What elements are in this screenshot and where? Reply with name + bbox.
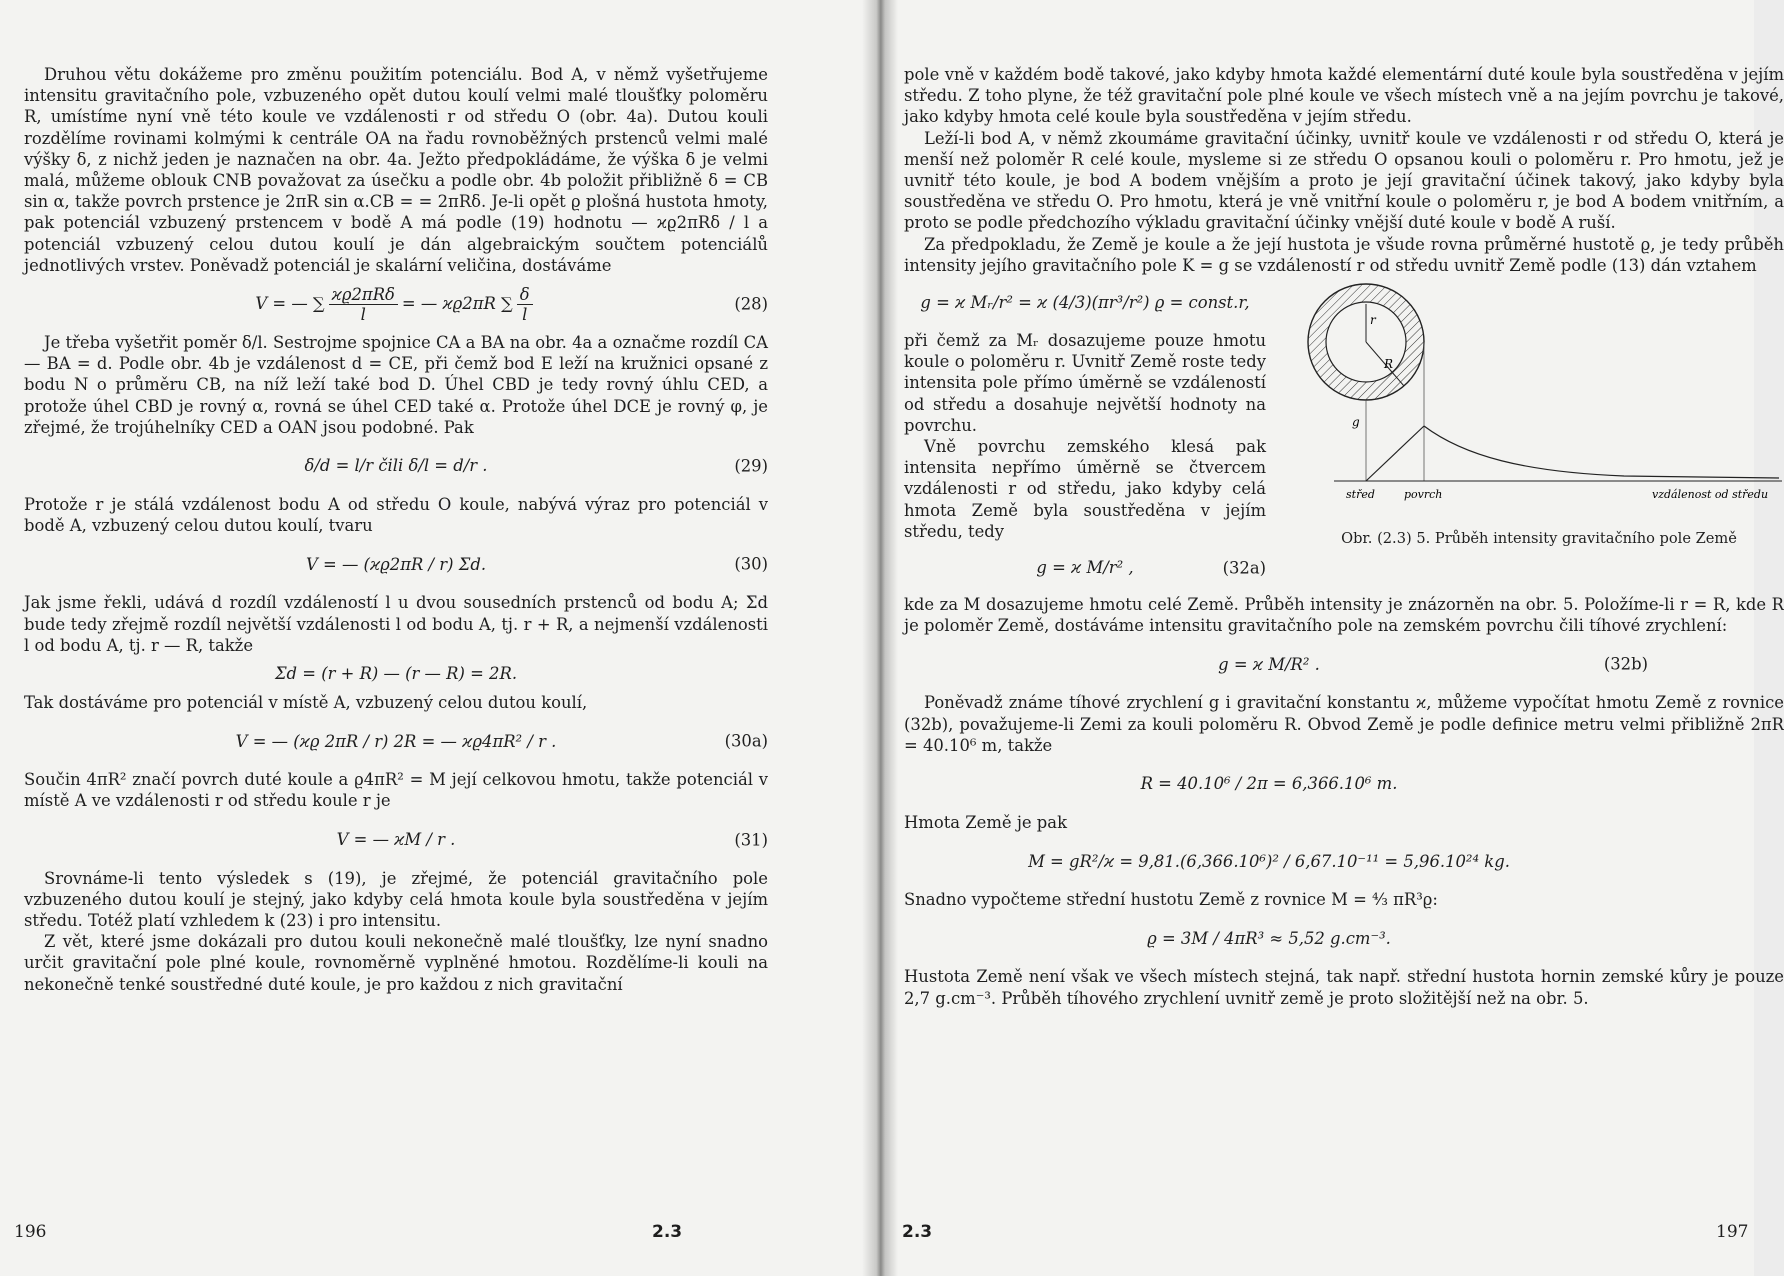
page-number: 197	[1716, 1222, 1749, 1242]
paragraph: kde za M dosazujeme hmotu celé Země. Průběh intensity je znázorněn na obr. 5. Položíme-li r = R, kde R je poloměr Země, dostáváme intensitu gravitačního pole na zemském povrchu čili tíhové zrychlení:	[904, 595, 1784, 636]
section-marker: 2.3	[652, 1222, 683, 1242]
equation-text: ϱ = 3M / 4πR³ ≈ 5,52 g.cm⁻³.	[1147, 928, 1391, 948]
paragraph: Z vět, které jsme dokázali pro dutou kouli nekonečně malé tloušťky, lze nyní snadno určit gravitační pole plné koule, rovnoměrně vyplněné hmotou. Rozdělíme-li kouli na nekonečně tenké soustředné duté koule, je pro každou z nich gravitační	[24, 932, 768, 994]
paragraph: Srovnáme-li tento výsledek s (19), je zřejmé, že potenciál gravitačního pole vzbuzeného dutou koulí je stejný, jako kdyby celá hmota koule byla soustředěna v jejím středu. Totéž platí vzhledem k (23) i pro intensitu.	[24, 868, 768, 931]
paragraph: Protože r je stálá vzdálenost bodu A od středu O koule, nabývá výraz pro potenciál v bodě A, vzbuzený celou dutou koulí, tvaru	[24, 495, 768, 536]
text-with-figure	[904, 276, 1784, 594]
fraction	[517, 285, 533, 324]
equation-number: (28)	[734, 294, 768, 314]
fraction	[329, 285, 398, 324]
equation-text: R = 40.10⁶ / 2π = 6,366.10⁶ m.	[1140, 774, 1398, 794]
paragraph: Jak jsme řekli, udává d rozdíl vzdáleností l u dvou sousedních prstenců od bodu A; Σd bude tedy zřejmě rozdíl největší vzdálenosti l od bodu A, tj. r + R, a nejmenší vzdálenosti l od bodu A, tj. r — R, takže	[24, 593, 768, 655]
equation-32a	[904, 546, 1266, 590]
paragraph: Snadno vypočteme střední hustotu Země z rovnice M = ⁴⁄₃ πR³ϱ:	[904, 890, 1438, 910]
equation-sum	[24, 660, 768, 688]
equation-R	[904, 760, 1784, 808]
denominator: l	[360, 304, 366, 324]
left-page	[0, 0, 880, 1276]
paragraph: Je třeba vyšetřit poměr δ/l. Sestrojme spojnice CA a BA na obr. 4a a označme rozdíl CA — BA = d. Podle obr. 4b je vzdálenost d = CE, při čemž bod E leží na kružnici opsané z bodu N o průměru CB, na níž leží také bod D. Úhel CBD je tedy rovný úhlu CED, a protože úhel CBD je rovný α, rovná se úhel CED také α. Protože úhel DCE je rovný φ, je zřejmé, že trojúhelníky CED a OAN jsou podobné. Pak	[24, 333, 768, 437]
equation-g-inside	[904, 280, 1266, 326]
paragraph: Hustota Země není však ve všech místech stejná, tak např. střední hustota hornin zemské kůry je pouze 2,7 g.cm⁻³. Průběh tíhového zrychlení uvnitř země je proto složitější než na obr. 5.	[904, 967, 1784, 1008]
equation-number: (32a)	[1222, 558, 1266, 578]
label-povrch: povrch	[1404, 488, 1443, 502]
page-number: 196	[14, 1222, 47, 1242]
paragraph: Poněvadž známe tíhové zrychlení g i gravitační konstantu ϰ, můžeme vypočítat hmotu Země z rovnice (32b), považujeme-li Zemi za kouli poloměru R. Obvod Země je podle definice metru velmi přibližně 2πR = 40.10⁶ m, takže	[904, 693, 1784, 755]
float-text	[904, 276, 1266, 594]
left-text-column	[24, 64, 768, 995]
equation-text: g = ϰ Mᵣ/r² = ϰ (4/3)(πr³/r²) ϱ = const.r,	[920, 293, 1250, 313]
equation-M	[904, 837, 1784, 885]
equation-29	[24, 442, 768, 490]
equation-number: (30a)	[724, 731, 768, 751]
gravity-field-diagram	[1294, 276, 1784, 526]
paragraph: Vně povrchu zemského klesá pak intensita nepřímo úměrně se čtvercem vzdálenosti r od středu, jako kdyby celá hmota Země byla soustředěna v jejím středu, tedy	[904, 437, 1266, 541]
figure-caption: Obr. (2.3) 5. Průběh intensity gravitačního pole Země	[1341, 530, 1737, 548]
numerator: ϰϱ2πRδ	[329, 285, 398, 305]
equation-text: V = — (ϰϱ 2πR / r) 2R = — ϰϱ4πR² / r .	[235, 731, 557, 751]
right-page	[880, 0, 1784, 1276]
equation-number: (29)	[734, 456, 768, 476]
equation-number: (31)	[734, 830, 768, 850]
equation-rho	[904, 914, 1784, 962]
paragraph: pole vně v každém bodě takové, jako kdyby hmota každé elementární duté koule byla soustředěna v jejím středu. Z toho plyne, že též gravitační pole plné koule ve všech místech vně a na jejím povrchu je takové, jako kdyby hmota celé koule byla soustředěna v jejím středu.	[904, 65, 1784, 127]
label-stred: střed	[1346, 488, 1375, 502]
equation-31	[24, 816, 768, 864]
equation-28	[24, 280, 768, 328]
equation-text: Σd = (r + R) — (r — R) = 2R.	[274, 664, 518, 684]
equation-32b	[904, 640, 1784, 688]
label-R: R	[1384, 357, 1394, 372]
inside-linear-curve	[1366, 426, 1424, 481]
paragraph: Druhou větu dokážeme pro změnu použitím potenciálu. Bod A, v němž vyšetřujeme intensitu gravitačního pole, vzbuzeného opět dutou koulí velmi malé tloušťky poloměru R, umístíme nyní vně této koule ve vzdálenosti r od středu O (obr. 4a). Dutou kouli rozdělíme rovinami kolmými k centrále OA na řadu rovnoběžných prstenců velmi malé výšky δ, z nichž jeden je naznačen na obr. 4a. Ježto předpokládáme, že výška δ je velmi malá, můžeme oblouk CNB považovat za úsečku a podle obr. 4b položit přibližně δ = CB sin α, takže povrch prstence je 2πR sin α.CB = = 2πRδ. Je-li opět ϱ plošná hustota hmoty, pak potenciál vzbuzený prstencem v bodě A má podle (19) hodnotu — ϰϱ2πRδ / l a potenciál vzbuzený celou dutou koulí je dán algebraickým součtem potenciálů jednotlivých vrstev. Poněvadž potenciál je skalární veličina, dostáváme	[24, 65, 768, 275]
section-marker: 2.3	[902, 1222, 933, 1242]
equation-text: δ/d = l/r čili δ/l = d/r .	[304, 456, 488, 476]
paragraph: Součin 4πR² značí povrch duté koule a ϱ4πR² = M její celkovou hmotu, takže potenciál v místě A ve vzdálenosti r od středu koule r je	[24, 770, 768, 811]
figure-gravity-field	[1294, 276, 1784, 594]
paragraph: Tak dostáváme pro potenciál v místě A, vzbuzený celou dutou koulí,	[24, 693, 588, 713]
paragraph: Za předpokladu, že Země je koule a že její hustota je všude rovna průměrné hustotě ϱ, je tedy průběh intensity jejího gravitačního pole K = g se vzdáleností r od středu uvnitř Země podle (13) dán vztahem	[904, 234, 1784, 275]
equation-number: (30)	[734, 554, 768, 574]
equation-text: M = gR²/ϰ = 9,81.(6,366.10⁶)² / 6,67.10⁻¹¹ = 5,96.10²⁴ kg.	[1028, 851, 1510, 871]
outside-inverse-square-curve	[1424, 426, 1779, 478]
label-g: g	[1352, 415, 1360, 430]
paragraph: při čemž za Mᵣ dosazujeme pouze hmotu koule o poloměru r. Uvnitř Země roste tedy intensita pole přímo úměrně se vzdáleností od středu a dosahuje největší hodnoty na povrchu.	[904, 331, 1266, 435]
eq-part: = — ϰϱ2πR ∑	[401, 294, 513, 314]
equation-text: g = ϰ M/R² .	[1218, 654, 1320, 674]
paragraph: Hmota Země je pak	[904, 813, 1068, 833]
numerator: δ	[517, 285, 533, 305]
equation-number: (32b)	[1603, 654, 1648, 674]
equation-text: g = ϰ M/r² ,	[1036, 558, 1134, 578]
eq-part: V = — ∑	[255, 294, 325, 314]
label-vzdalenost: vzdálenost od středu	[1652, 488, 1769, 502]
equation-30	[24, 540, 768, 588]
equation-text: V = — ϰM / r .	[336, 830, 456, 850]
equation-text: V = — (ϰϱ2πR / r) Σd.	[305, 554, 487, 574]
equation-30a	[24, 717, 768, 765]
paragraph: Leží-li bod A, v němž zkoumáme gravitační účinky, uvnitř koule ve vzdálenosti r od středu O, která je menší než poloměr R celé koule, mysleme si ze středu O opsanou kouli o poloměru r. Pro hmotu, jež je uvnitř této koule, je bod A bodem vnějším a proto je její gravitační účinek takový, jako kdyby byla soustředěna ve středu O. Pro hmotu, která je vně vnitřní koule o poloměru r, je bod A bodem vnitřním, a proto se podle předchozího výkladu gravitační účinky vnější duté koule v bodě A ruší.	[904, 128, 1784, 233]
label-r: r	[1370, 313, 1376, 328]
right-text-column	[904, 64, 1784, 1009]
denominator: l	[522, 304, 528, 324]
book-gutter	[862, 0, 898, 1276]
